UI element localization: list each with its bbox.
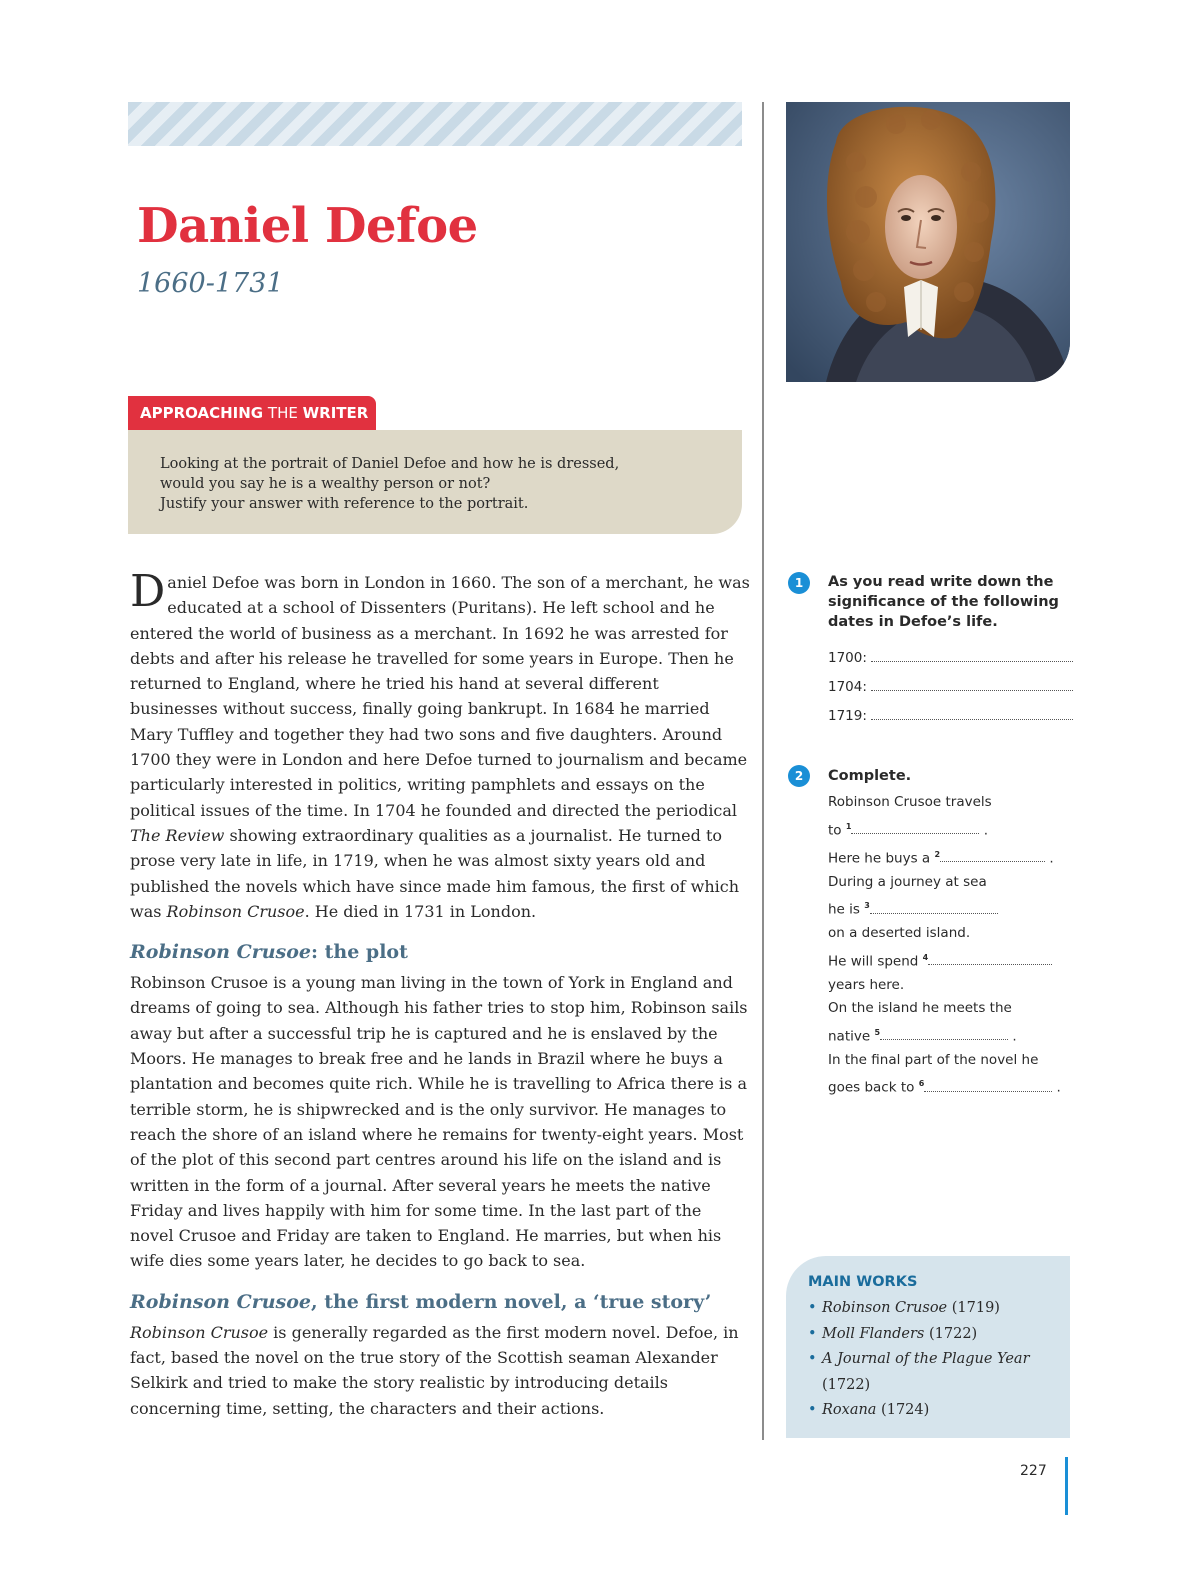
modern-text-italic: Robinson Crusoe [130,1322,269,1342]
review-title: The Review [130,825,225,845]
approach-line: would you say he is a wealthy person or not? [160,476,491,492]
exercise-text: In the final part of the novel he [828,1051,1039,1068]
answer-blank[interactable] [870,900,998,914]
author-dates: 1660-1731 [137,268,284,299]
header-hatch-bar [128,102,742,146]
approaching-the-writer-tab [128,396,376,430]
work-title: Roxana [822,1402,877,1418]
exercise-text-part: Here he buys a [828,850,931,866]
work-title: Robinson Crusoe [822,1300,948,1316]
exercise-text-part: native [828,1028,871,1044]
plot-heading-rest: : the plot [310,941,408,964]
answer-blank[interactable] [871,706,1073,720]
answer-blank[interactable] [880,1026,1008,1040]
approach-label-bold: APPROACHING [140,404,264,422]
drop-cap: D [130,566,166,617]
date-row [828,644,1078,673]
work-year: (1719) [947,1300,1000,1316]
blank-number: 5 [874,1027,881,1037]
exercise-text: Here he buys a $^2$ . [828,849,1054,866]
blank-number: 4 [922,952,929,962]
blank-number: 3 [864,901,870,910]
approach-line: Justify your answer with reference to the portrait. [160,496,529,512]
portrait-illustration [786,102,1070,382]
exercise-2 [788,765,1078,1100]
exercise-heading: As you read write down the significance of the following dates in Defoe’s life. [828,574,1059,630]
exercise-text: on a deserted island. [828,925,971,941]
author-portrait [786,102,1070,382]
date-label: 1704: [828,679,867,695]
modern-text: is generally regarded as the first modern novel. Defoe, in fact, based the novel on the true story of the Scottish seaman Alexander Selkirk and tried to make the story realistic by introducing details concerning time, setting, the characters and their actions. [130,1322,739,1418]
main-article [130,566,750,1421]
list-item [808,1322,1054,1348]
exercise-text: On the island he meets the [828,1000,1012,1016]
modern-novel-heading [130,1288,750,1316]
column-divider [762,102,764,1440]
approach-label-mid: THE [267,404,298,422]
answer-blank[interactable] [871,677,1073,691]
exercise-text: native $^5$ . [828,1027,1017,1044]
exercise-heading: Complete. [828,768,912,784]
work-title: A Journal of the Plague Year [822,1351,1030,1367]
biography-text: aniel Defoe was born in London in 1660. The son of a merchant, he was educated at a school of Dissenters (Puritans). He left school and he entered the world of business as a merchant. In 1692 he was arrested for debts and after his release he travelled for some years in Europe. Then he returned to England, where he tried his hand at several different businesses without success, finally going bankrupt. In 1684 he married Mary Tuffley and together they had two sons and five daughters. Around 1700 they were in London and here Defoe turned to journalism and became particularly interested in politics, writing pamphlets and essays on the political issues of the time. In 1704 he founded and directed the periodical [130,573,750,820]
exercise-1 [788,572,1078,731]
plot-heading [130,938,750,966]
approach-label-end: WRITER [302,404,369,422]
date-label: 1719: [828,708,867,724]
modern-heading-italic: Robinson Crusoe [130,1290,311,1313]
main-works-list [808,1296,1054,1424]
answer-blank[interactable] [928,951,1052,965]
exercise-text-part: goes back to [828,1079,915,1096]
exercise-text-part: he is [828,901,860,918]
biography-paragraph [130,566,750,924]
answer-blank[interactable] [871,648,1073,662]
work-year: (1724) [876,1402,930,1418]
exercise-text: goes back to $^6$ . [828,1079,1061,1096]
date-row [828,673,1078,702]
answer-blank[interactable] [940,848,1045,862]
crusoe-title: Robinson Crusoe [166,901,305,921]
work-title: Moll Flanders [822,1325,925,1342]
page-number: 227 [1020,1463,1047,1479]
biography-text-2: showing extraordinary qualities as a journalist. He turned to prose very late in life, in 1719, when he was almost sixty years old and published the novels which have since made him famous, the first of which was [130,825,740,921]
plot-paragraph: Robinson Crusoe is a young man living in the town of York in England and dreams of going to sea. Although his father tries to stop him, Robinson sails away but after a successful trip he is captured and he is enslaved by the Moors. He manages to break free and he lands in Brazil where he buys a plantation and becomes quite rich. While he is travelling to Africa there is a terrible storm, he is shipwrecked and is the only survivor. He manages to reach the shore of an island where he remains for twenty-eight years. Most of the plot of this second part centres around his life on the island and is written in the form of a journal. After several years he meets the native Friday and lives happily with him for some time. In the last part of the novel Crusoe and Friday are taken to England. He marries, but when his wife dies some years later, he decides to go back to sea. [130,973,748,1271]
exercise-text: Robinson Crusoe travels [828,794,992,810]
main-works-box [786,1256,1070,1438]
exercise-text: years here. [828,976,905,993]
list-item [808,1347,1054,1398]
page-title: Daniel Defoe [137,198,478,254]
exercise-number-badge: 2 [788,765,810,787]
blank-number: 6 [918,1079,925,1088]
modern-heading-rest: , the first modern novel, a ‘true story’ [310,1290,712,1313]
plot-heading-italic: Robinson Crusoe [130,941,311,964]
answer-blank[interactable] [851,820,979,834]
exercise-text [828,946,1078,974]
work-year: (1722) [924,1325,978,1342]
approaching-prompt-box [128,430,742,534]
work-year: (1722) [822,1376,871,1393]
approach-line: Looking at the portrait of Daniel Defoe and how he is dressed, [160,456,620,472]
exercise-text: During a journey at sea [828,873,987,890]
date-label: 1700: [828,650,867,666]
blank-number: 1 [845,821,852,831]
list-item [808,1398,1054,1424]
exercise-text-part: to [828,822,842,838]
exercise-text [828,894,1078,922]
main-works-title: MAIN WORKS [808,1274,918,1290]
list-item [808,1296,1054,1322]
exercise-text-part: He will spend [828,953,919,969]
modern-novel-paragraph [130,1320,750,1421]
exercise-number-badge: 1 [788,572,810,594]
page-number-rule [1065,1457,1068,1515]
answer-blank[interactable] [924,1078,1052,1092]
blank-number: 2 [934,849,941,859]
exercise-text: to $^1$ . [828,821,989,838]
date-row [828,702,1078,731]
biography-text-3: . He died in 1731 in London. [304,901,537,921]
